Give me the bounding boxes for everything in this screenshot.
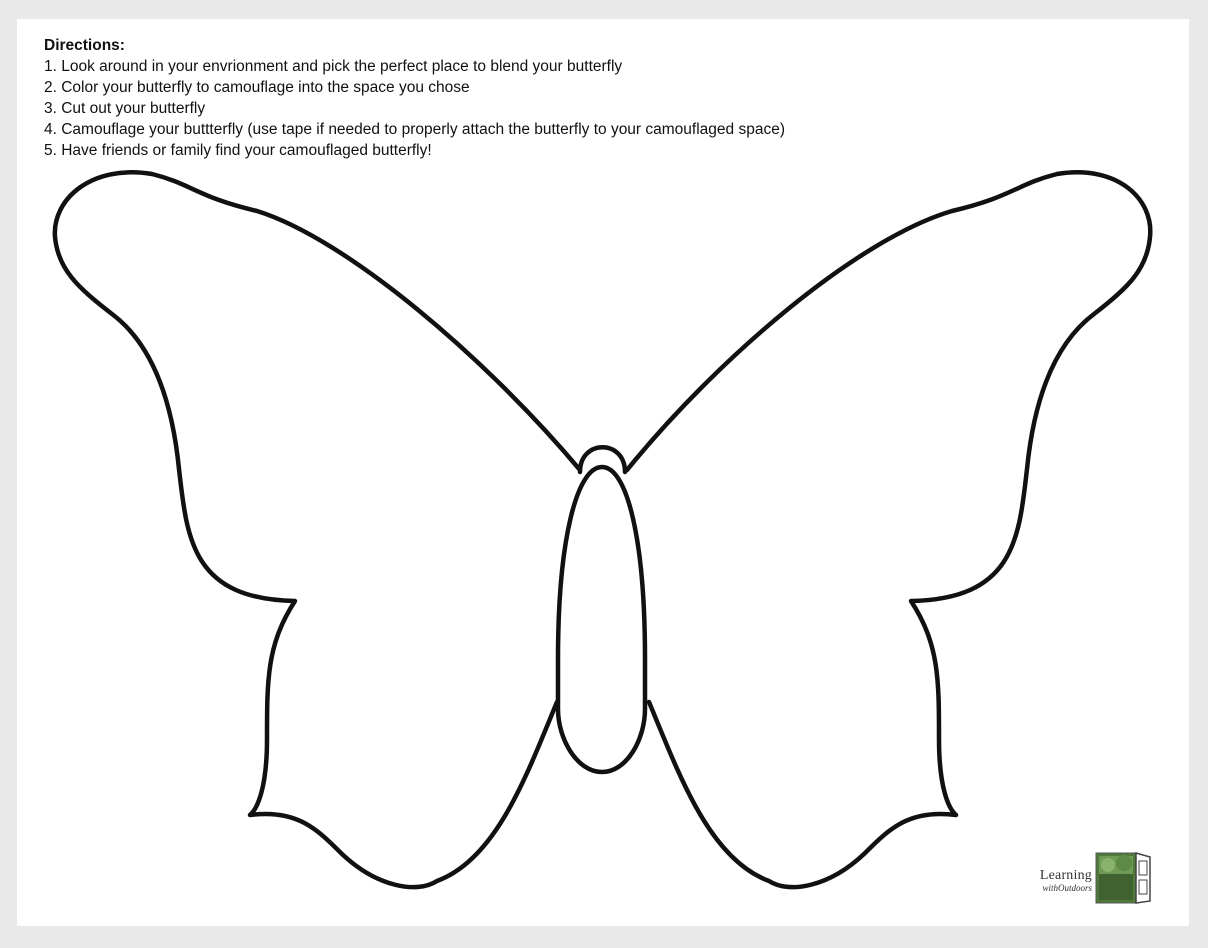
- direction-step-5: 5. Have friends or family find your camouflaged butterfly!: [44, 142, 432, 159]
- direction-step-1: 1. Look around in your envrionment and pick the perfect place to blend your butterfly: [44, 58, 623, 75]
- learning-with-outdoors-logo: [1020, 849, 1155, 907]
- open-door-icon: [1094, 851, 1152, 905]
- worksheet-page: [17, 19, 1189, 926]
- butterfly-left-wing: [55, 172, 580, 887]
- logo-text: [1020, 869, 1092, 893]
- butterfly-right-wing: [627, 172, 1150, 887]
- direction-step-3: 3. Cut out your butterfly: [44, 100, 206, 117]
- butterfly-outline: [17, 19, 1189, 926]
- butterfly-body: [558, 467, 645, 772]
- direction-step-2: 2. Color your butterfly to camouflage into the space you chose: [44, 79, 470, 96]
- logo-line-2: withOutdoors: [1042, 883, 1092, 893]
- direction-step-4: 4. Camouflage your buttterfly (use tape if needed to properly attach the butterfly to your camouflaged space): [44, 121, 785, 138]
- directions-title: Directions:: [44, 37, 125, 54]
- logo-line-1: Learning: [1039, 868, 1092, 883]
